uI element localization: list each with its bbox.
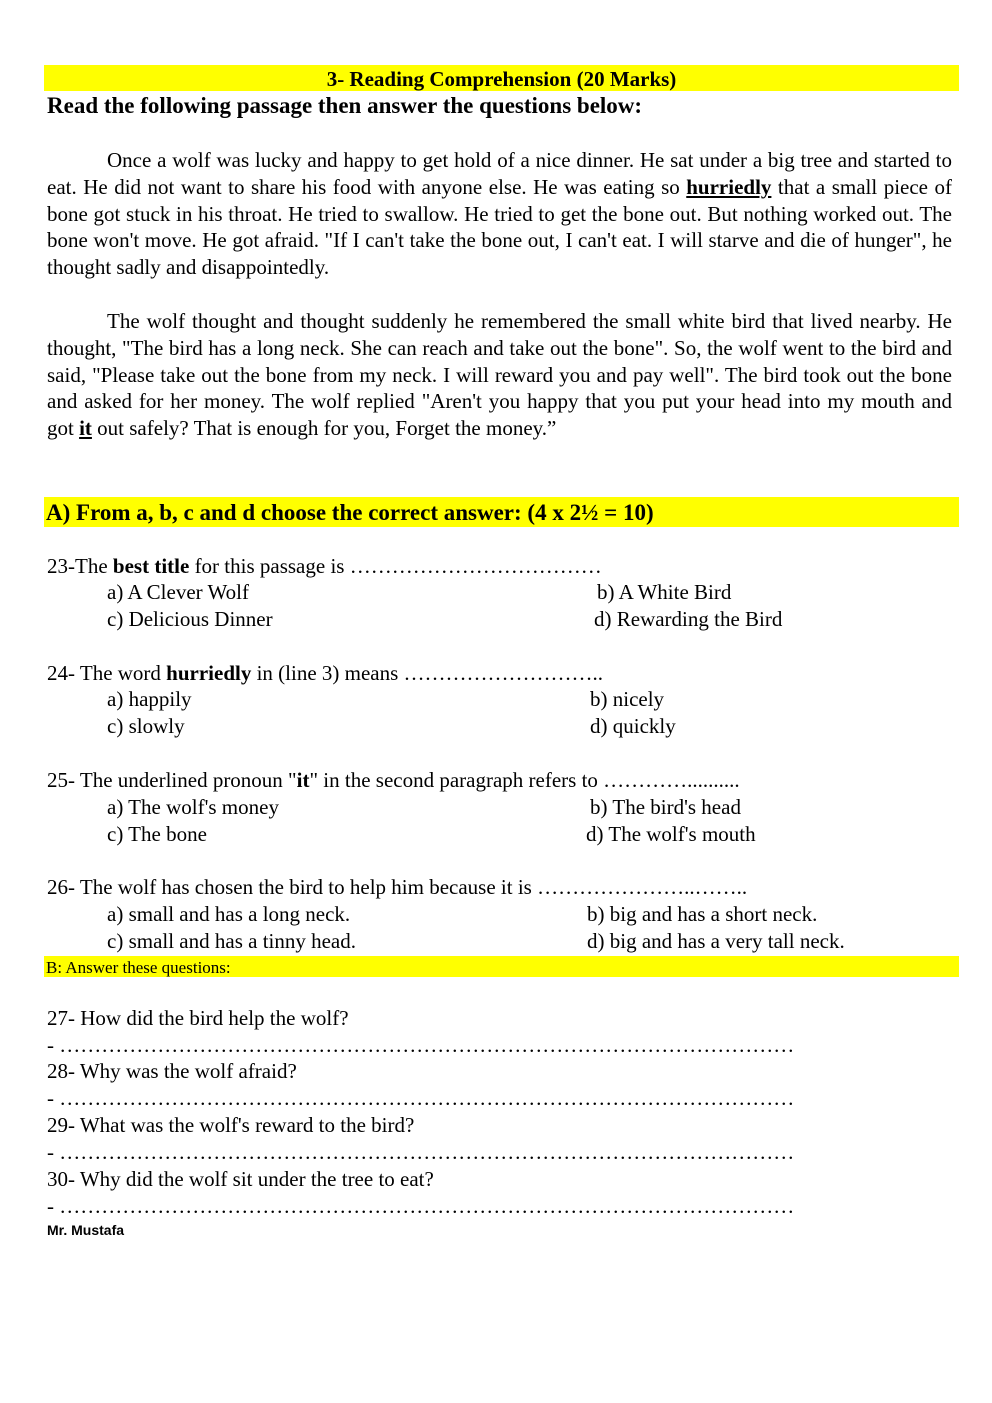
q23-option-c[interactable]: c) Delicious Dinner xyxy=(107,607,273,631)
question-24 xyxy=(47,661,603,686)
passage-paragraph-2 xyxy=(47,308,952,442)
section-title: 3- Reading Comprehension (20 Marks) xyxy=(326,67,677,91)
question-27: 27- How did the bird help the wolf? xyxy=(47,1006,349,1030)
question-keyword: best title xyxy=(112,554,190,578)
q25-option-b[interactable]: b) The bird's head xyxy=(590,795,741,819)
question-26: 26- The wolf has chosen the bird to help him because it is …………………..…….. xyxy=(47,875,748,899)
question-text: in (line 3) means ……………………….. xyxy=(251,661,604,685)
question-25 xyxy=(47,768,740,793)
q24-option-a[interactable]: a) happily xyxy=(107,687,192,711)
q23-option-d[interactable]: d) Rewarding the Bird xyxy=(594,607,783,631)
passage-text: that a small piece of bone got stuck in his throat. He tried to swallow. He tried to get the bone out. But nothing worked out. The bone won't move. He got afraid. "If I can't take the bone out, I can't eat. I will starve and die of hunger", he thought sadly and disappointedly. xyxy=(47,174,952,280)
q26-option-c[interactable]: c) small and has a tinny head. xyxy=(107,929,357,953)
question-text: 25- The underlined pronoun " xyxy=(47,768,297,792)
q25-option-d[interactable]: d) The wolf's mouth xyxy=(586,822,756,846)
author-signature: Mr. Mustafa xyxy=(47,1222,125,1238)
section-header-band xyxy=(44,65,959,91)
q26-option-d[interactable]: d) big and has a very tall neck. xyxy=(587,929,845,953)
part-b-band xyxy=(44,956,959,977)
instruction: Read the following passage then answer the questions below: xyxy=(47,93,643,118)
passage-text: Once a wolf was lucky and happy to get hold of a nice dinner. He sat under a big tree and started to eat. He did not want to share his food with anyone else. He was eating so xyxy=(47,148,952,199)
q23-option-a[interactable]: a) A Clever Wolf xyxy=(107,580,249,604)
question-23 xyxy=(47,554,602,579)
passage-text: The wolf thought and thought suddenly he remembered the small white bird that lived nearby. He thought, "The bird has a long neck. She can reach and take out the bone". So, the wolf went to the bird and said, "Please take out the bone from my neck. I will reward you and pay well". The bird took out the bone and asked for her money. The wolf replied "Aren't you happy that you put your head into my mouth and got xyxy=(47,309,952,441)
q25-option-c[interactable]: c) The bone xyxy=(107,822,207,846)
answer-line-30[interactable]: - …………………………………………………………………………………………… xyxy=(47,1194,795,1218)
question-text: 23-The xyxy=(47,554,113,578)
q23-option-b[interactable]: b) A White Bird xyxy=(597,580,732,604)
question-keyword: hurriedly xyxy=(166,661,252,685)
question-29: 29- What was the wolf's reward to the bird? xyxy=(47,1113,415,1137)
question-28: 28- Why was the wolf afraid? xyxy=(47,1059,297,1083)
passage-text: out safely? That is enough for you, Forget the money.” xyxy=(91,416,557,441)
question-text: for this passage is ……………………………… xyxy=(189,554,602,578)
passage-paragraph-1 xyxy=(47,147,952,281)
answer-line-27[interactable]: - …………………………………………………………………………………………… xyxy=(47,1033,795,1057)
question-text: " in the second paragraph refers to ………….......... xyxy=(309,768,740,792)
part-b-heading: B: Answer these questions: xyxy=(46,958,231,977)
q24-option-b[interactable]: b) nicely xyxy=(590,687,665,711)
answer-line-28[interactable]: - …………………………………………………………………………………………… xyxy=(47,1086,795,1110)
q26-option-b[interactable]: b) big and has a short neck. xyxy=(587,902,818,926)
q24-option-d[interactable]: d) quickly xyxy=(590,714,676,738)
q25-option-a[interactable]: a) The wolf's money xyxy=(107,795,279,819)
answer-line-29[interactable]: - …………………………………………………………………………………………… xyxy=(47,1140,795,1164)
keyword-it: it xyxy=(79,416,92,441)
question-30: 30- Why did the wolf sit under the tree to eat? xyxy=(47,1167,434,1191)
part-a-heading: A) From a, b, c and d choose the correct answer: (4 x 2½ = 10) xyxy=(46,500,654,525)
part-a-band xyxy=(44,497,959,527)
question-keyword: it xyxy=(296,768,310,792)
question-text: 24- The word xyxy=(47,661,167,685)
q24-option-c[interactable]: c) slowly xyxy=(107,714,185,738)
q26-option-a[interactable]: a) small and has a long neck. xyxy=(107,902,351,926)
keyword-hurriedly: hurriedly xyxy=(686,174,772,199)
